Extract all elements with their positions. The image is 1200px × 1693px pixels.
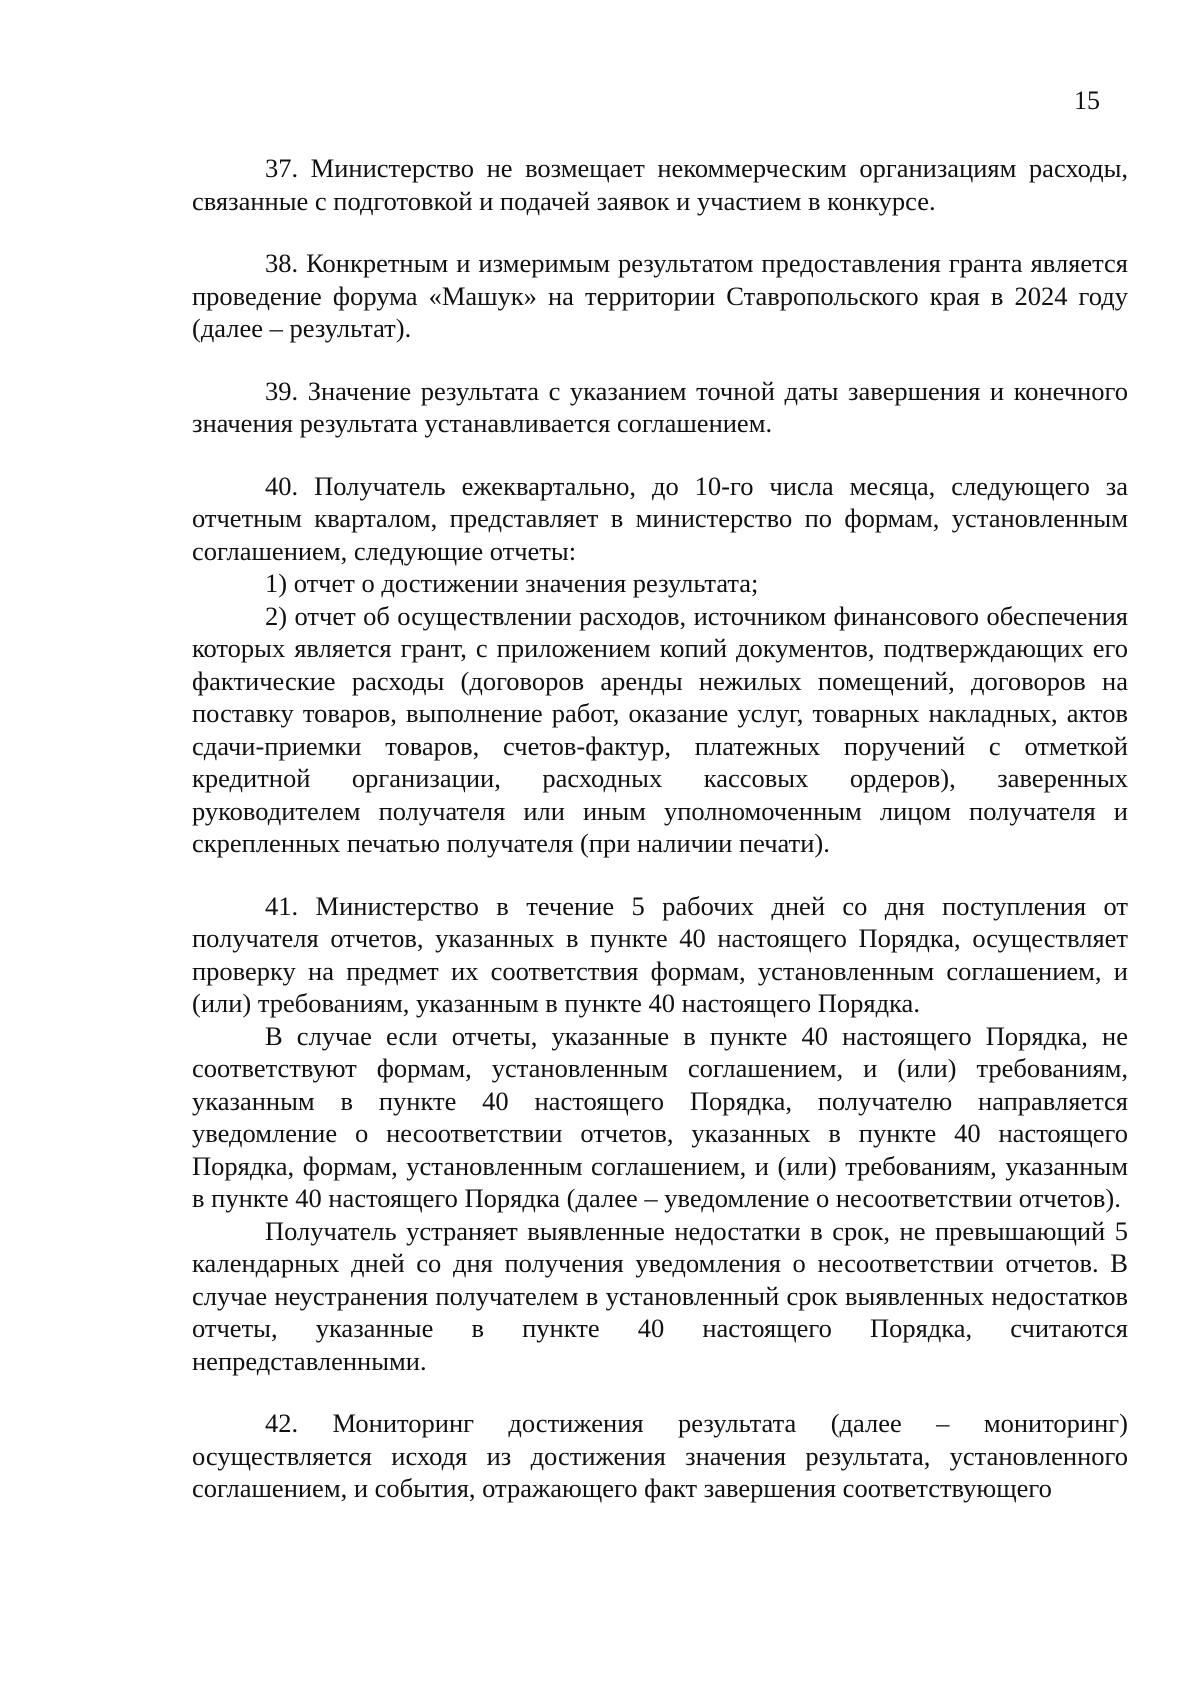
paragraph-42: 42. Мониторинг достижения результата (далее – мониторинг) осуществляется исходя из достижения значения результата, установленного соглашением, и события, отражающего факт завершения соответствующего [192, 1408, 1128, 1503]
paragraph-40-item-1: 1) отчет о достижении значения результата; [265, 568, 759, 598]
paragraph-38: 38. Конкретным и измеримым результатом предоставления гранта является проведение форума «Машук» на территории Ставропольского края в 2024 году (далее – результат). [192, 248, 1128, 343]
paragraph-37: 37. Министерство не возмещает некоммерческим организациям расходы, связанные с подготовкой и подачей заявок и участием в конкурсе. [192, 153, 1128, 216]
paragraph-39: 39. Значение результата с указанием точной даты завершения и конечного значения результата устанавливается соглашением. [192, 375, 1128, 438]
page-number: 15 [1074, 86, 1100, 115]
paragraph-40: 40. Получатель ежеквартально, до 10-го числа месяца, следующего за отчетным кварталом, представляет в министерство по формам, установленным соглашением, следующие отчеты: [192, 470, 1128, 566]
paragraph-40-item-2: 2) отчет об осуществлении расходов, источником финансового обеспечения которых является грант, с приложением копий документов, подтверждающих его фактические расходы (договоров аренды нежилых помещений, договоров на поставку товаров, выполнение работ, оказание услуг, товарных накладных, актов сдачи-приемки товаров, счетов-фактур, платежных поручений с отметкой кредитной организации, расходных кассовых ордеров), заверенных руководителем получателя или иным уполномоченным лицом получателя и скрепленных печатью получателя (при наличии печати). [192, 600, 1128, 858]
paragraph-41: 41. Министерство в течение 5 рабочих дней со дня поступления от получателя отчетов, указанных в пункте 40 настоящего Порядка, осуществляет проверку на предмет их соответствия формам, установленным соглашением, и (или) требованиям, указанным в пункте 40 настоящего Порядка. [192, 890, 1128, 1018]
document-body [192, 152, 1128, 1505]
paragraph-41-case: В случае если отчеты, указанные в пункте 40 настоящего Порядка, не соответствуют формам, установленным соглашением, и (или) требованиям, указанным в пункте 40 настоящего Порядка, получателю направляется уведомление о несоответствии отчетов, указанных в пункте 40 настоящего Порядка, формам, установленным соглашением, и (или) требованиям, указанным в пункте 40 настоящего Порядка (далее – уведомление о несоответствии отчетов). [192, 1020, 1128, 1213]
paragraph-41-correction: Получатель устраняет выявленные недостатки в срок, не превышающий 5 календарных дней со дня получения уведомления о несоответствии отчетов. В случае неустранения получателем в установленный срок выявленных недостатков отчеты, указанные в пункте 40 настоящего Порядка, считаются непредставленными. [192, 1215, 1128, 1376]
